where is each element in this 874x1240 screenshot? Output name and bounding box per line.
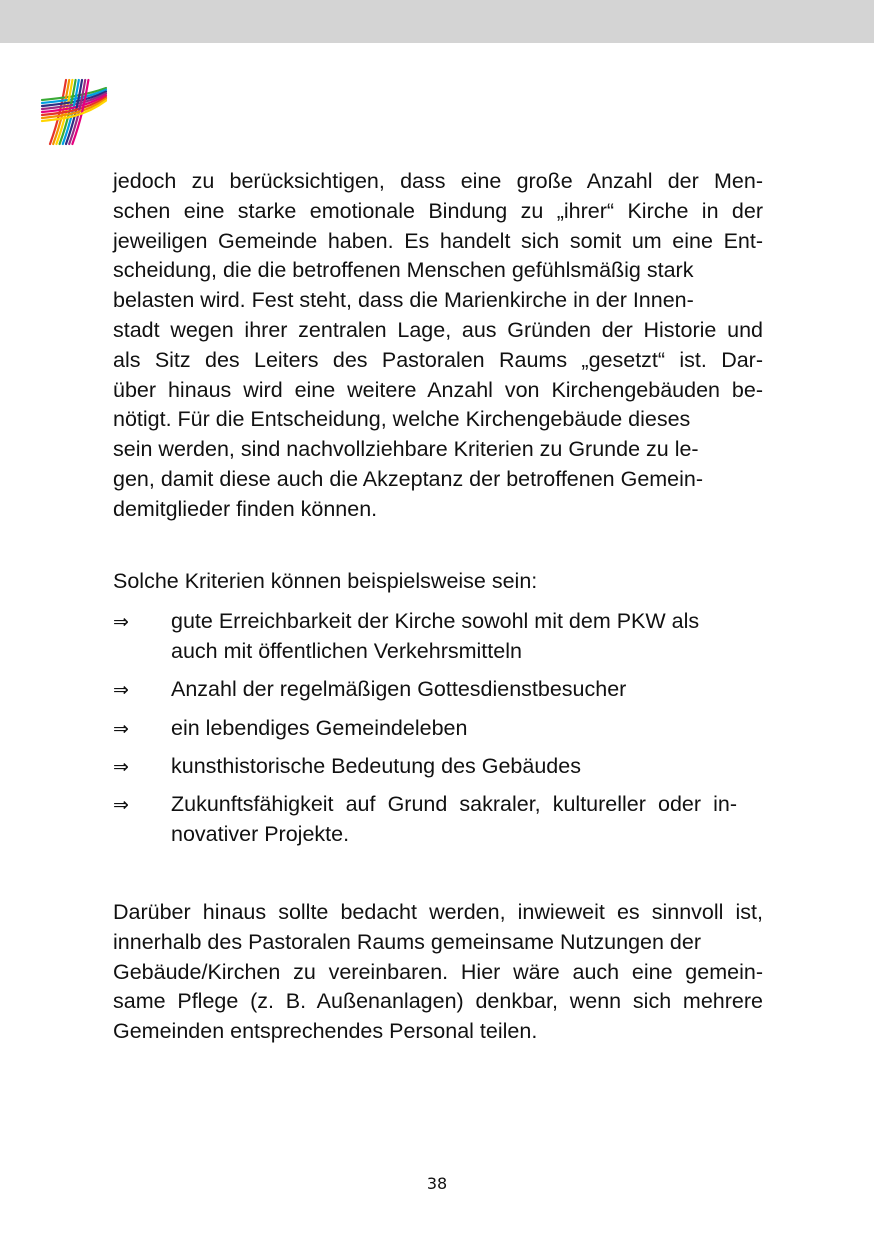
paragraph-line: schen eine starke emotionale Bindung zu „ihrer“ Kirche in der (113, 198, 763, 223)
top-bar (0, 0, 874, 43)
paragraph-line: stadt wegen ihrer zentralen Lage, aus Gründen der Historie und (113, 317, 763, 342)
paragraph-line: scheidung, die die betroffenen Menschen gefühlsmäßig stark (113, 258, 694, 283)
paragraph-2 (113, 898, 763, 1047)
paragraph-line: sein werden, sind nachvollziehbare Kriterien zu Grunde zu le- (113, 437, 699, 462)
list-item-line: gute Erreichbarkeit der Kirche sowohl mit dem PKW als (171, 609, 700, 633)
paragraph-line: belasten wird. Fest steht, dass die Marienkirche in der Innen- (113, 288, 694, 313)
double-arrow-icon: ⇒ (113, 717, 129, 740)
paragraph-line: nötigt. Für die Entscheidung, welche Kirchengebäude dieses (113, 407, 691, 432)
paragraph-line: gen, damit diese auch die Akzeptanz der betroffenen Gemein- (113, 466, 704, 491)
criteria-list (113, 607, 773, 859)
paragraph-line: jeweiligen Gemeinde haben. Es handelt sich somit um eine Ent- (113, 228, 763, 253)
paragraph-line: jedoch zu berücksichtigen, dass eine große Anzahl der Men- (113, 169, 763, 193)
colored-crossed-lines-logo-icon (40, 78, 108, 146)
double-arrow-icon: ⇒ (113, 755, 129, 778)
list-item-line: Zukunftsfähigkeit auf Grund sakraler, kultureller oder in- (171, 792, 737, 817)
paragraph-1 (113, 167, 763, 525)
list-item-line: ein lebendiges Gemeindeleben (171, 715, 468, 740)
list-item (113, 675, 773, 705)
paragraph-line: same Pflege (z. B. Außenanlagen) denkbar, wenn sich mehrere (113, 989, 763, 1014)
paragraph-line: über hinaus wird eine weitere Anzahl von Kirchengebäuden be- (113, 377, 763, 402)
list-item (113, 607, 773, 667)
paragraph-line: als Sitz des Leiters des Pastoralen Raums „gesetzt“ ist. Dar- (113, 347, 763, 372)
criteria-intro-text: Solche Kriterien können beispielsweise sein: (113, 569, 538, 593)
paragraph-line: Darüber hinaus sollte bedacht werden, inwieweit es sinnvoll ist, (113, 900, 763, 924)
paragraph-line: demitglieder finden können. (113, 496, 378, 521)
double-arrow-icon: ⇒ (113, 611, 129, 633)
paragraph-line: Gebäude/Kirchen zu vereinbaren. Hier wäre auch eine gemein- (113, 959, 763, 984)
list-item (113, 752, 773, 782)
double-arrow-icon: ⇒ (113, 679, 129, 702)
double-arrow-icon: ⇒ (113, 794, 129, 817)
list-item-line: kunsthistorische Bedeutung des Gebäudes (171, 753, 581, 778)
criteria-intro (113, 567, 763, 597)
page-number: 38 (426, 1174, 448, 1193)
list-item-line: auch mit öffentlichen Verkehrsmitteln (171, 638, 522, 663)
paragraph-line: innerhalb des Pastoralen Raums gemeinsame Nutzungen der (113, 929, 702, 954)
list-item (113, 714, 773, 744)
paragraph-line: Gemeinden entsprechendes Personal teilen. (113, 1019, 538, 1044)
list-item (113, 790, 773, 850)
list-item-line: Anzahl der regelmäßigen Gottesdienstbesucher (171, 677, 627, 702)
list-item-line: novativer Projekte. (171, 822, 350, 847)
